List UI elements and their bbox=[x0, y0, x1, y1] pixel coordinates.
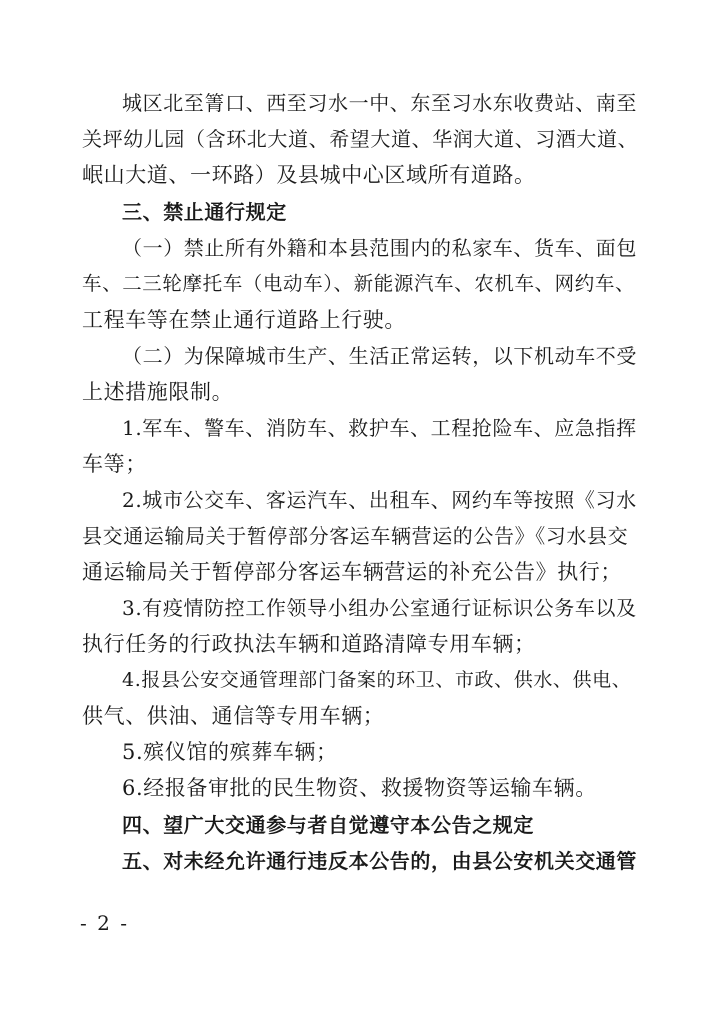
list-item-line: 3.有疫情防控工作领导小组办公室通行证标识公务车以及 bbox=[122, 596, 637, 620]
section-heading: 四、望广大交通参与者自觉遵守本公告之规定 bbox=[122, 813, 534, 837]
paragraph-line: 城区北至箐口、西至习水一中、东至习水东收费站、南至 bbox=[122, 91, 637, 115]
list-item-line: 5.殡仪馆的殡葬车辆； bbox=[122, 740, 338, 764]
paragraph-line: 车、二三轮摩托车（电动车）、新能源汽车、农机车、网约车、 bbox=[82, 272, 636, 295]
paragraph-line: 关坪幼儿园（含环北大道、希望大道、华润大道、习酒大道、 bbox=[82, 127, 639, 151]
list-item-line: 4.报县公安交通管理部门备案的环卫、市政、供水、供电、 bbox=[122, 669, 632, 691]
list-item-line: 车等； bbox=[82, 452, 147, 476]
paragraph-line: （二）为保障城市生产、生活正常运转，以下机动车不受 bbox=[122, 344, 637, 368]
list-item-line: 供气、供油、通信等专用车辆； bbox=[82, 704, 385, 728]
section-heading: 五、对未经允许通行违反本公告的，由县公安机关交通管 bbox=[122, 849, 637, 873]
list-item-line: 执行任务的行政执法车辆和道路清障专用车辆； bbox=[82, 632, 536, 656]
paragraph-line: 上述措施限制。 bbox=[82, 380, 234, 404]
paragraph-line: 工程车等在禁止通行道路上行驶。 bbox=[82, 308, 406, 332]
paragraph-line: 岷山大道、一环路）及县城中心区域所有道路。 bbox=[82, 163, 536, 187]
list-item-line: 县交通运输局关于暂停部分客运车辆营运的公告》《习水县交 bbox=[82, 524, 629, 548]
paragraph-line: （一）禁止所有外籍和本县范围内的私家车、货车、面包 bbox=[122, 236, 637, 260]
list-item-line: 通运输局关于暂停部分客运车辆营运的补充公告》执行； bbox=[82, 560, 622, 584]
list-item-line: 1.军车、警车、消防车、救护车、工程抢险车、应急指挥 bbox=[122, 416, 637, 440]
list-item-line: 2.城市公交车、客运汽车、出租车、网约车等按照《习水 bbox=[122, 488, 637, 512]
list-item-line: 6.经报备审批的民生物资、救援物资等运输车辆。 bbox=[122, 776, 597, 800]
section-heading: 三、禁止通行规定 bbox=[122, 200, 287, 224]
page-number: - 2 - bbox=[80, 911, 129, 935]
